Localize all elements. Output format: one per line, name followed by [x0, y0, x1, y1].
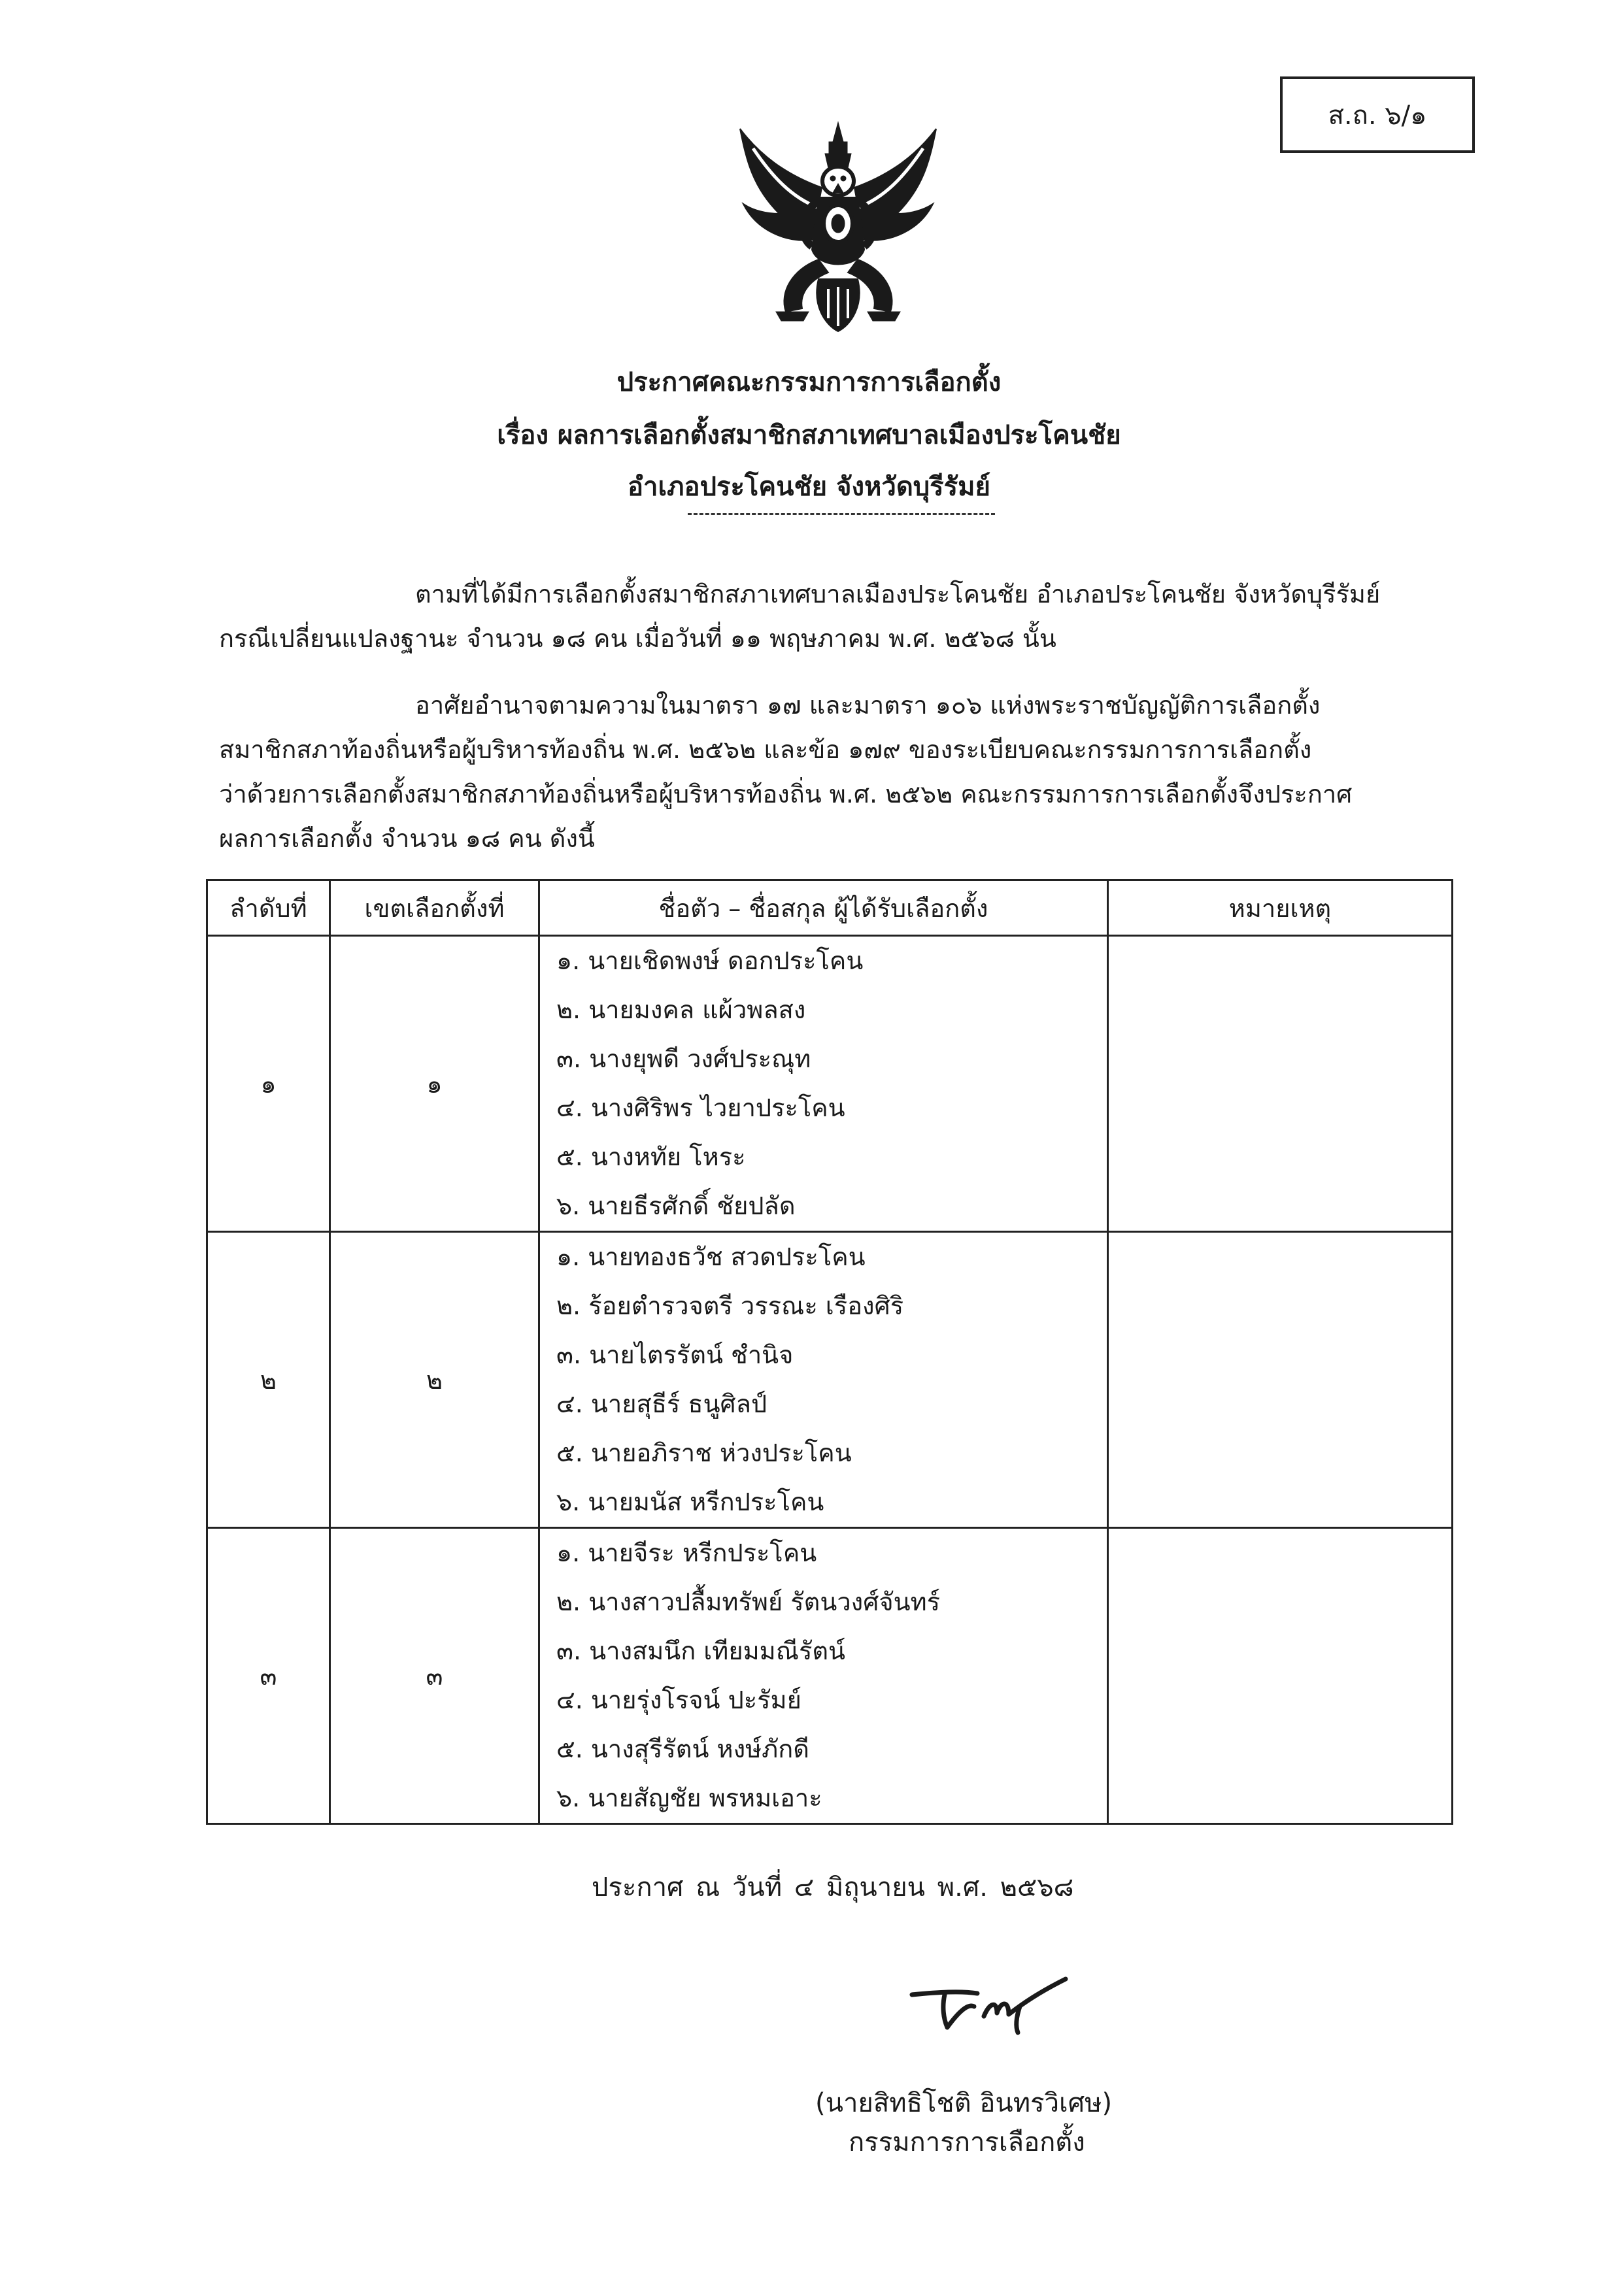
proclamation-date: ประกาศ ณ วันที่ ๔ มิถุนายน พ.ศ. ๒๕๖๘ [592, 1872, 1074, 1903]
signer-name: (นายสิทธิโชติ อินทรวิเศษ) [815, 2088, 1113, 2118]
list-item: ๕. นางหทัย โหระ [556, 1142, 746, 1171]
table-row [207, 1528, 1453, 1824]
list-item: ๒. นางสาวปลื้มทรัพย์ รัตนวงศ์จันทร์ [556, 1588, 941, 1616]
table-header-row [207, 880, 1453, 936]
district-cell: ๒ [330, 1232, 539, 1528]
header-order: ลำดับที่ [207, 880, 330, 936]
list-item: ๓. นางยุพดี วงศ์ประณุท [556, 1044, 811, 1073]
announcement-title: ประกาศคณะกรรมการการเลือกตั้ง [616, 367, 1002, 397]
announcement-subject: เรื่อง ผลการเลือกตั้งสมาชิกสภาเทศบาลเมืองประโคนชัย [497, 420, 1121, 450]
names-cell [539, 936, 1108, 1232]
garuda-emblem-icon [714, 116, 962, 338]
signer-title: กรรมการการเลือกตั้ง [849, 2127, 1085, 2157]
list-item: ๑. นายเชิดพงษ์ ดอกประโคน [556, 946, 864, 975]
list-item: ๓. นายไตรรัตน์ ชำนิจ [556, 1340, 794, 1369]
list-item: ๕. นายอภิราช ห่วงประโคน [556, 1439, 852, 1467]
header-district: เขตเลือกตั้งที่ [330, 880, 539, 936]
list-item: ๑. นายทองธวัช สวดประโคน [556, 1242, 866, 1271]
remarks-cell [1108, 1232, 1453, 1528]
remarks-cell [1108, 936, 1453, 1232]
order-cell: ๓ [207, 1528, 330, 1824]
order-cell: ๑ [207, 936, 330, 1232]
list-item: ๖. นายมนัส หรีกประโคน [556, 1488, 824, 1516]
list-item: ๔. นายรุ่งโรจน์ ปะรัมย์ [556, 1686, 801, 1714]
list-item: ๔. นายสุธีร์ ธนูศิลป์ [556, 1389, 767, 1418]
table-row [207, 936, 1453, 1232]
header-elected-names: ชื่อตัว – ชื่อสกุล ผู้ได้รับเลือกตั้ง [539, 880, 1108, 936]
list-item: ๒. นายมงคล แผ้วพลสง [556, 995, 806, 1024]
district-cell: ๓ [330, 1528, 539, 1824]
names-cell [539, 1232, 1108, 1528]
intro-p2-line-2: สมาชิกสภาท้องถิ่นหรือผู้บริหารท้องถิ่น พ.ศ. ๒๕๖๒ และข้อ ๑๗๙ ของระเบียบคณะกรรมการการเลือกตั้ง [219, 735, 1312, 764]
intro-p1-line-2: กรณีเปลี่ยนแปลงฐานะ จำนวน ๑๘ คน เมื่อวันที่ ๑๑ พฤษภาคม พ.ศ. ๒๕๖๘ นั้น [219, 624, 1056, 653]
form-code: ส.ถ. ๖/๑ [1328, 100, 1427, 131]
election-results-table [206, 879, 1453, 1825]
table-row [207, 1232, 1453, 1528]
list-item: ๓. นางสมนึก เทียมมณีรัตน์ [556, 1637, 846, 1665]
intro-p2-line-4: ผลการเลือกตั้ง จำนวน ๑๘ คน ดังนี้ [219, 824, 595, 853]
intro-paragraph-1 [219, 572, 1448, 661]
order-cell: ๒ [207, 1232, 330, 1528]
list-item: ๑. นายจีระ หรีกประโคน [556, 1539, 817, 1567]
list-item: ๖. นายธีรศักดิ์ ชัยปลัด [556, 1191, 796, 1220]
header-remarks: หมายเหตุ [1108, 880, 1453, 936]
intro-p1-line-1: ตามที่ได้มีการเลือกตั้งสมาชิกสภาเทศบาลเมืองประโคนชัย อำเภอประโคนชัย จังหวัดบุรีรัมย์ [415, 580, 1381, 608]
list-item: ๒. ร้อยตำรวจตรี วรรณะ เรืองศิริ [556, 1291, 904, 1320]
names-cell [539, 1528, 1108, 1824]
district-cell: ๑ [330, 936, 539, 1232]
intro-paragraph-2 [219, 683, 1448, 861]
announcement-location: อำเภอประโคนชัย จังหวัดบุรีรัมย์ [628, 472, 990, 502]
heading-divider [688, 513, 995, 515]
list-item: ๖. นายสัญชัย พรหมเอาะ [556, 1784, 822, 1812]
form-code-box [1280, 76, 1475, 153]
list-item: ๕. นางสุรีรัตน์ หงษ์ภักดี [556, 1735, 809, 1763]
remarks-cell [1108, 1528, 1453, 1824]
intro-p2-line-3: ว่าด้วยการเลือกตั้งสมาชิกสภาท้องถิ่นหรือผู้บริหารท้องถิ่น พ.ศ. ๒๕๖๒ คณะกรรมการการเลือกตั้งจึงประกาศ [219, 780, 1353, 808]
handwritten-signature-icon [899, 1967, 1082, 2039]
list-item: ๔. นางศิริพร ไวยาประโคน [556, 1093, 845, 1122]
intro-p2-line-1: อาศัยอำนาจตามความในมาตรา ๑๗ และมาตรา ๑๐๖ แห่งพระราชบัญญัติการเลือกตั้ง [415, 691, 1321, 720]
